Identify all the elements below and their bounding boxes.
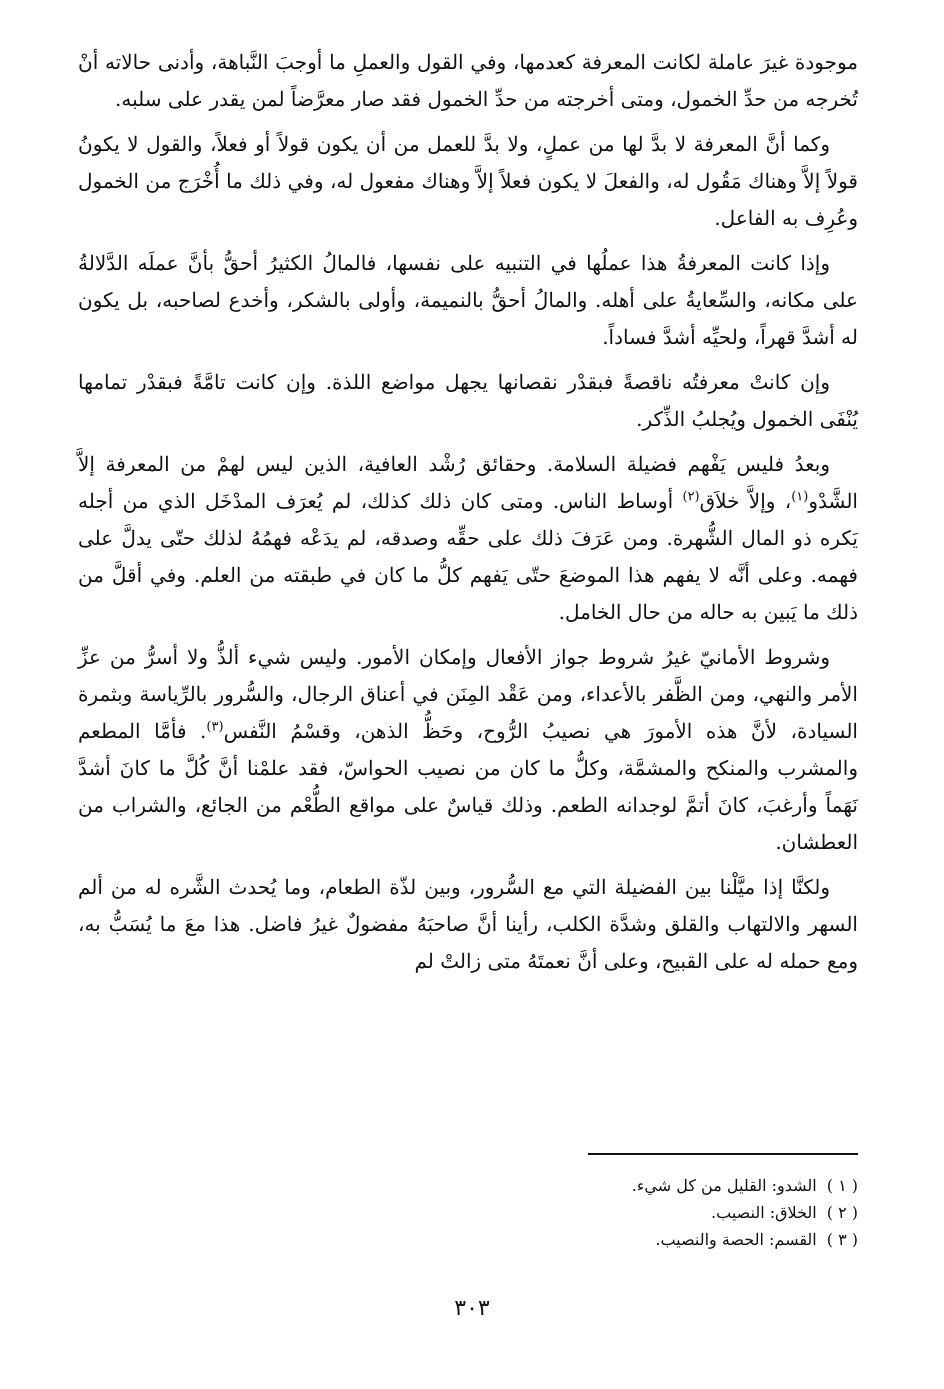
footnote-number: ( ٣ )	[826, 1230, 858, 1249]
paragraph-6	[78, 639, 858, 861]
paragraph-3: وإذا كانت المعرفةُ هذا عملُها في التنبيه على نفسها، فالمالُ الكثيرُ أحقُّ بأنَّ عملَه الدَّلالةُ على مكانه، والسِّعايةُ على أهله. والمالُ أحقُّ بالنميمة، وأولى بالشكر، وأخدع لصاحبه، بل يكون له أشدَّ قهراً، ولحيِّه أشدَّ فساداً.	[78, 251, 858, 349]
paragraph-5-part-1: وبعدُ فليس يَفْهم فضيلة السلامة. وحقائق رُشْد العافية، الذين ليس لهمْ من المعرفة إلاَّ الشَّدْو	[78, 452, 858, 513]
footnote-divider	[588, 1153, 858, 1155]
paragraph-5-part-2: ، وإلاَّ خلاَق	[699, 489, 792, 513]
footnote-ref-3[interactable]: (٣)	[206, 719, 224, 735]
paragraph-7: ولكنَّا إذا ميَّلْنا بين الفضيلة التي مع السُّرور، وبين لذّة الطعام، وما يُحدث الشَّره له من ألم السهر والالتهاب والقلق وشدَّة الكلب، رأينا أنَّ صاحبَهُ مفضولٌ غيرُ فاضل. هذا معَ ما يُسَبُّ به، ومع حمله له على القبيح، وعلى أنَّ نعمتَهُ متى زالتْ لم	[78, 875, 858, 973]
main-text	[78, 44, 858, 988]
footnote-number: ( ١ )	[826, 1176, 858, 1195]
paragraph-6-part-1: وشروط الأمانيّ غيرُ شروط جواز الأفعال وإمكان الأمور. وليس شيء ألذُّ ولا أسرُّ من عزِّ الأمر والنهي، ومن الظَّفر بالأعداء، ومن عَقْد المِنَن في أعناق الرجال، والسُّرور بالرِّياسة وبثمرة السيادة، لأنَّ هذه الأمورَ هي نصيبُ الرُّوح، وحَظُّ الذهن، وقسْمُ النَّفس	[78, 645, 858, 743]
page-number: ٣٠٣	[454, 1296, 490, 1321]
footnote-ref-1[interactable]: (١)	[791, 489, 809, 505]
footnote-text: الشدو: القليل من كل شيء.	[631, 1176, 817, 1195]
paragraph-6-part-2: . فأمَّا المطعم والمشرب والمنكح والمشمَّة، وكلُّ ما كان من نصيب الحواسّ، فقد علمْنا أنَّ كُلَّ ما كانَ أشدَّ نَهَماً وأرغبَ، كانَ أتمَّ لوجدانه الطعم. وذلك قياسٌ على مواقع الطُّعْم من الجائع، والشراب من العطشان.	[78, 719, 858, 854]
paragraph-1: موجودة غيرَ عاملة لكانت المعرفة كعدمها، وفي القول والعملِ ما أوجبَ النَّباهة، وأدنى حالاته أنْ تُخرجه من حدِّ الخمول، ومتى أخرجته من حدِّ الخمول فقد صار معرَّضاً لمن يقدر على سلبه.	[78, 50, 858, 111]
footnote-text: القسم: الحصة والنصيب.	[655, 1230, 817, 1249]
paragraph-2: وكما أنَّ المعرفة لا بدَّ لها من عملٍ، ولا بدَّ للعمل من أن يكون قولاً أو فعلاً، والقول لا يكونُ قولاً إلاَّ وهناك مَقُول له، والفعلَ لا يكون فعلاً إلاَّ وهناك مفعول له، وفي ذلك ما أُخْرَج من الخمول وعُرِف به الفاعل.	[78, 132, 858, 230]
paragraph-4: وإن كانتْ معرفتُه ناقصةً فبقدْر نقصانها يجهل مواضع اللذة. وإن كانت تامَّةً فبقدْر تمامها يُنْفَى الخمول ويُجلبُ الذِّكر.	[78, 370, 858, 431]
footnote-1	[78, 1172, 858, 1199]
footnote-ref-2[interactable]: (٢)	[682, 489, 700, 505]
footnote-text: الخلاق: النصيب.	[711, 1203, 817, 1222]
footnote-3	[78, 1226, 858, 1253]
paragraph-5	[78, 446, 858, 631]
footnotes	[78, 1172, 858, 1253]
footnote-number: ( ٢ )	[826, 1203, 858, 1222]
footnote-2	[78, 1199, 858, 1226]
paragraph-5-part-3: أوساط الناس. ومتى كان ذلك كذلك، لم يُعرَف المدْخَل الذي من أجله يَكره ذو المال الشُّهرة. ومن عَرَفَ ذلك على حقِّه وصدقه، لم يدَعْه فهمُهُ لذلك حتّى يدلَّ على فهمه. وعلى أنَّه لا يفهم هذا الموضعَ حتّى يَفهم كلُّ ما كان في طبقته من العلم. وفي أقلَّ من ذلك ما يَبين به حاله من حال الخامل.	[78, 489, 858, 624]
